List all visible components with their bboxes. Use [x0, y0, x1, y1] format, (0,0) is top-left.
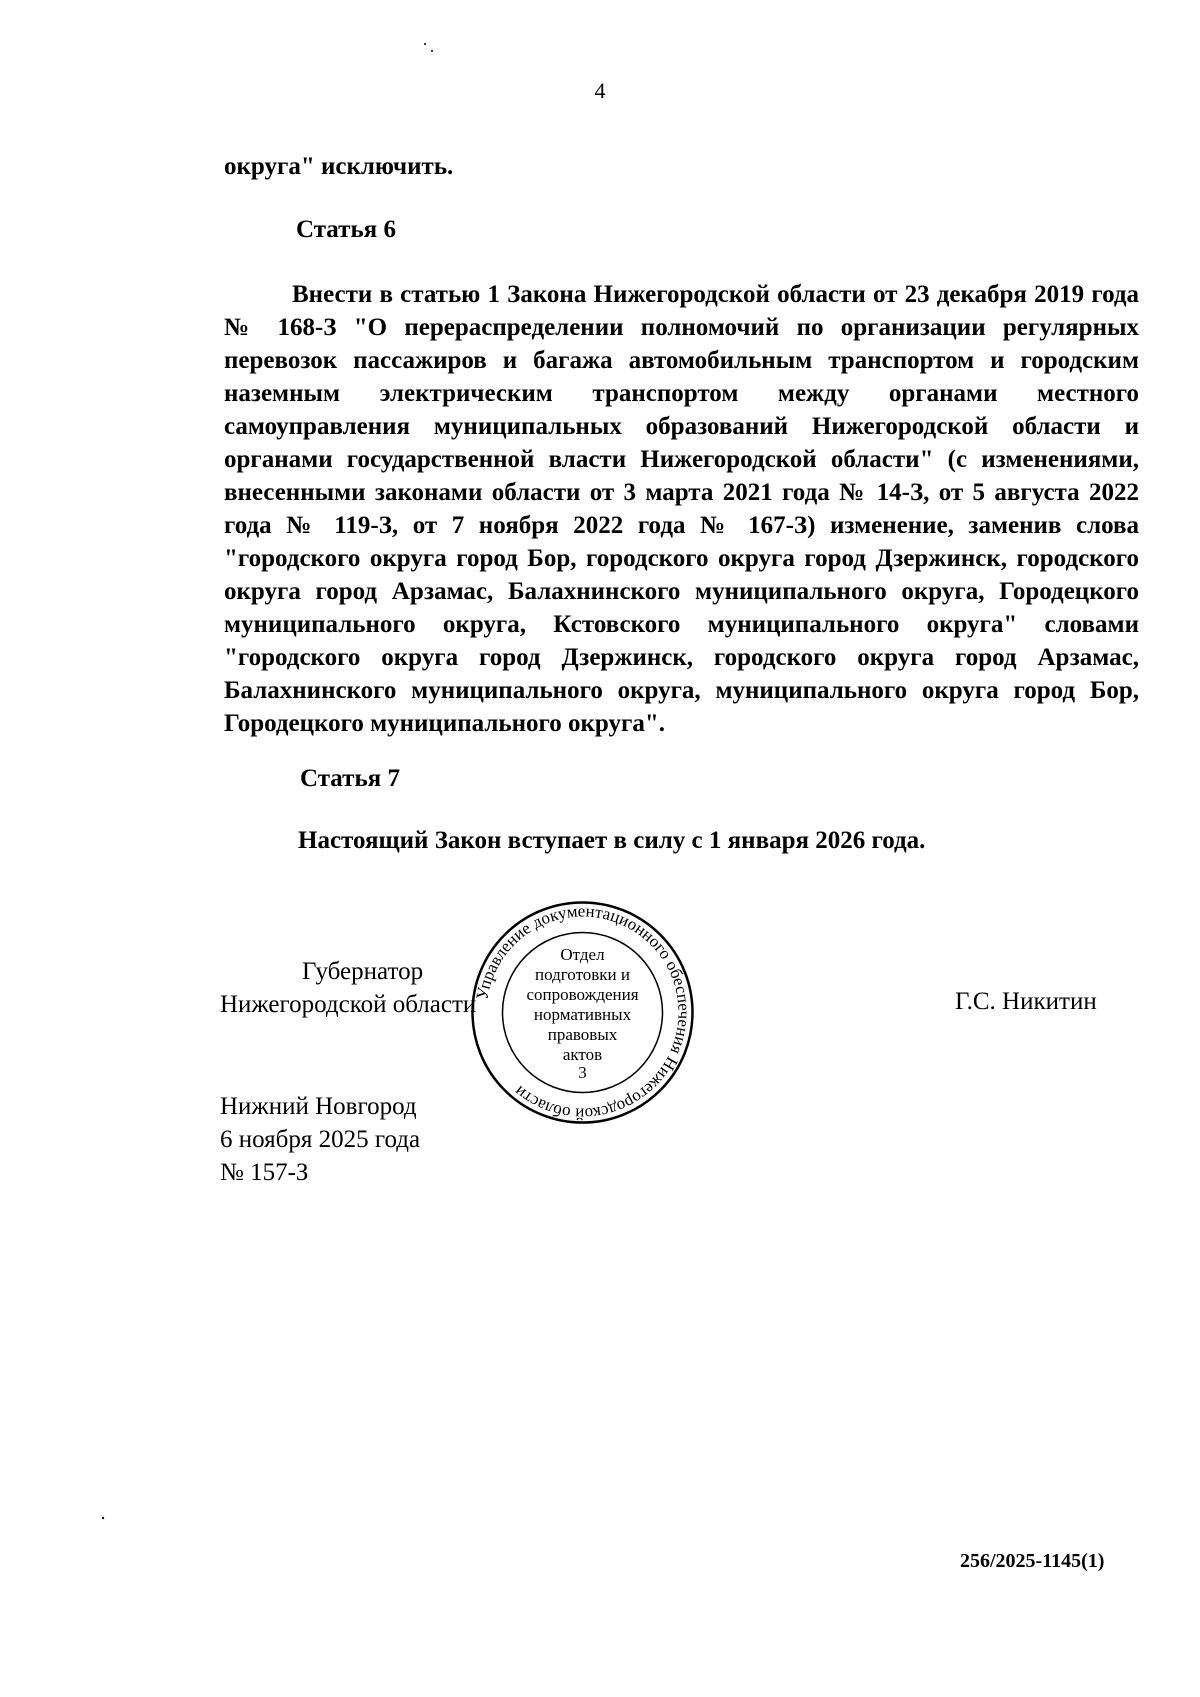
article-6-heading: Статья 6	[296, 216, 396, 243]
stamp-line: сопровождения	[526, 985, 639, 1004]
stamp-line: правовых	[547, 1025, 618, 1044]
scan-speck	[100, 1515, 106, 1521]
document-id: 256/2025-1145(1)	[960, 1550, 1105, 1572]
date: 6 ноября 2025 года	[220, 1126, 421, 1153]
city: Нижний Новгород	[220, 1093, 417, 1120]
article-7-body: Настоящий Закон вступает в силу с 1 января 2026 года.	[298, 827, 926, 854]
continuation-text: округа" исключить.	[224, 153, 454, 180]
article-7-heading: Статья 7	[300, 765, 400, 792]
article-6-body	[224, 278, 1139, 740]
stamp-line: 3	[578, 1063, 587, 1082]
stamp-outer-text: Управление документационного обеспечения Нижегородской области	[472, 901, 694, 1124]
scan-speck	[420, 38, 440, 58]
stamp-line: актов	[562, 1045, 603, 1064]
signatory-title-line1: Губернатор	[302, 958, 424, 985]
signatory-name: Г.С. Никитин	[955, 988, 1097, 1015]
stamp-line: подготовки и	[534, 965, 631, 984]
stamp-line: нормативных	[533, 1005, 632, 1024]
law-number: № 157-З	[220, 1159, 309, 1186]
page-number: 4	[594, 78, 606, 103]
signatory-title-line2: Нижегородской области	[220, 991, 477, 1018]
stamp-line: Отдел	[560, 945, 605, 964]
signatory-title	[220, 955, 476, 1021]
official-stamp	[470, 900, 695, 1125]
place-and-date	[220, 1090, 420, 1189]
article-6-paragraph: Внести в статью 1 Закона Нижегородской области от 23 декабря 2019 года № 168-З "О перераспределении полномочий по организации регулярных перевозок пассажиров и багажа автомобильным транспортом и городским наземным электрическим транспортом между органами местного самоуправления муниципальных образований Нижегородской области и органами государственной власти Нижегородской области" (с изменениями, внесенными законами области от 3 марта 2021 года № 14-З, от 5 августа 2022 года № 119-З, от 7 ноября 2022 года № 167-З) изменение, заменив слова "городского округа город Бор, городского округа город Дзержинск, городского округа город Арзамас, Балахнинского муниципального округа, Городецкого муниципального округа, Кстовского муниципального округа" словами "городского округа город Дзержинск, городского округа город Арзамас, Балахнинского муниципального округа, муниципального округа город Бор, Городецкого муниципального округа".	[224, 281, 1139, 737]
